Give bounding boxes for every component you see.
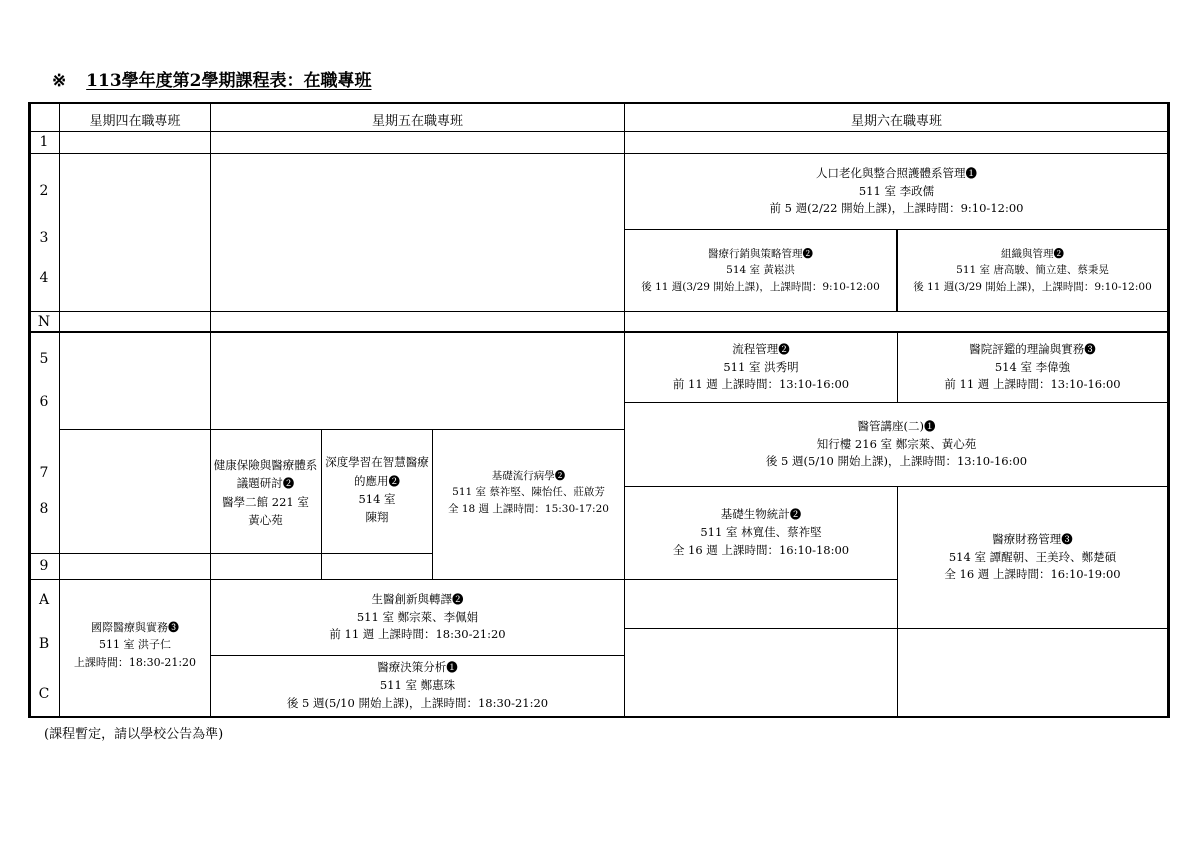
course-room: 511 室 蔡祚堅、陳怡任、莊啟芳 [452,486,605,499]
course-name: 健康保險與醫療體系議題研討❷ [213,457,318,491]
period-4: 4 [39,270,49,286]
period-1: 1 [39,134,49,150]
course-name: 基礎生物統計❷ [720,507,802,522]
course-room: 514 室 譚醒朝、王美玲、鄭楚碩 [948,549,1117,564]
course-name: 人口老化與整合照護體系管理❶ [816,165,977,180]
table-border-right [1168,102,1170,718]
table-border-top [28,102,1170,104]
course-name: 組織與管理❷ [1001,248,1064,261]
course-name: 醫療行銷與策略管理❷ [708,248,813,261]
table-border-bottom [28,716,1170,718]
period-3: 3 [39,230,49,246]
course-hospital-accreditation [898,333,1167,402]
col-line-fri-a [321,430,322,580]
course-room: 514 室 李偉強 [994,359,1071,374]
course-time: 全 16 週 上課時間：16:10-19:00 [944,567,1121,582]
row-line-6 [59,429,624,430]
course-aging-care [625,154,1168,229]
course-name: 生醫創新與轉譯❷ [371,591,464,606]
course-biomedical-innovation [211,580,624,655]
course-time: 前 11 週 上課時間：13:10-16:00 [944,377,1121,392]
course-international-medicine [60,610,210,680]
row-line-sat-a [624,628,1168,629]
row-line-8 [30,553,433,554]
course-time: 後 5 週(5/10 開始上課)，上課時間：13:10-16:00 [765,454,1028,469]
course-room: 511 室 洪秀明 [723,359,799,374]
course-time: 前 5 週(2/22 開始上課)，上課時間：9:10-12:00 [769,201,1024,216]
period-7: 7 [39,465,49,481]
schedule-title: 113學年度第2學期課程表：在職專班 [86,71,372,91]
course-room: 514 室 [358,492,396,506]
course-name: 深度學習在智慧醫療的應用❷ [325,455,429,488]
header-saturday: 星期六在職專班 [850,114,942,129]
course-name: 醫管講座(二)❶ [857,418,936,433]
course-time: 後 5 週(5/10 開始上課)，上課時間：18:30-21:20 [286,695,549,710]
course-room: 511 室 林寬佳、蔡祚堅 [700,525,822,540]
reference-mark: ※ [52,71,67,91]
period-c: C [38,686,50,702]
header-thursday: 星期四在職專班 [89,114,181,129]
period-9: 9 [39,558,49,574]
footnote: (課程暫定，請以學校公告為準) [44,727,224,742]
course-time: 後 11 週(3/29 開始上課)，上課時間：9:10-12:00 [913,280,1152,293]
period-b: B [38,636,50,652]
course-room: 511 室 唐高駿、簡立建、蔡秉晃 [956,264,1109,277]
course-name: 醫院評鑑的理論與實務❸ [969,341,1096,356]
course-time: 前 11 週 上課時間：13:10-16:00 [672,377,850,392]
row-line-sat-9 [624,579,897,580]
period-8: 8 [39,501,49,517]
course-room: 知行樓 216 室 鄭宗萊、黃心苑 [816,436,977,451]
course-decision-analysis [211,656,624,716]
course-room: 511 室 李政儒 [858,183,935,198]
course-time: 全 16 週 上課時間：16:10-18:00 [672,542,850,557]
course-name: 醫療財務管理❸ [992,531,1073,546]
header-friday: 星期五在職專班 [371,114,463,129]
course-room: 511 室 鄭惠珠 [379,678,456,693]
period-a: A [38,592,50,608]
course-room: 511 室 鄭宗萊、李佩娟 [356,609,479,624]
period-2: 2 [39,183,49,199]
course-name: 國際醫療與實務❸ [91,621,179,635]
row-line-4 [30,311,1168,312]
course-epidemiology [433,455,624,530]
course-name: 流程管理❷ [732,341,790,356]
course-room: 514 室 黃崧洪 [726,264,795,277]
course-time: 前 11 週 上課時間：18:30-21:20 [329,627,506,642]
course-room: 511 室 洪子仁 [99,638,171,652]
course-management-seminar [625,403,1168,486]
course-health-insurance [213,440,318,545]
course-time: 後 11 週(3/29 開始上課)，上課時間：9:10-12:00 [641,280,880,293]
course-process-management [625,333,897,402]
period-6: 6 [39,394,49,410]
course-teacher: 黃心苑 [248,512,283,527]
course-name: 基礎流行病學❷ [491,470,566,483]
row-line-header [30,131,1168,132]
course-medical-marketing [625,230,896,311]
course-teacher: 陳翔 [365,510,389,525]
course-name: 醫療決策分析❶ [377,660,458,675]
course-biostatistics [625,487,897,579]
course-room: 醫學二館 221 室 [222,494,309,509]
course-deep-learning [324,440,430,540]
course-time: 全 18 週 上課時間：15:30-17:20 [448,502,609,515]
period-5: 5 [39,351,49,367]
period-n: N [37,314,51,330]
course-organization [898,230,1167,311]
course-healthcare-finance [898,487,1167,628]
course-time: 上課時間：18:30-21:20 [73,655,197,669]
